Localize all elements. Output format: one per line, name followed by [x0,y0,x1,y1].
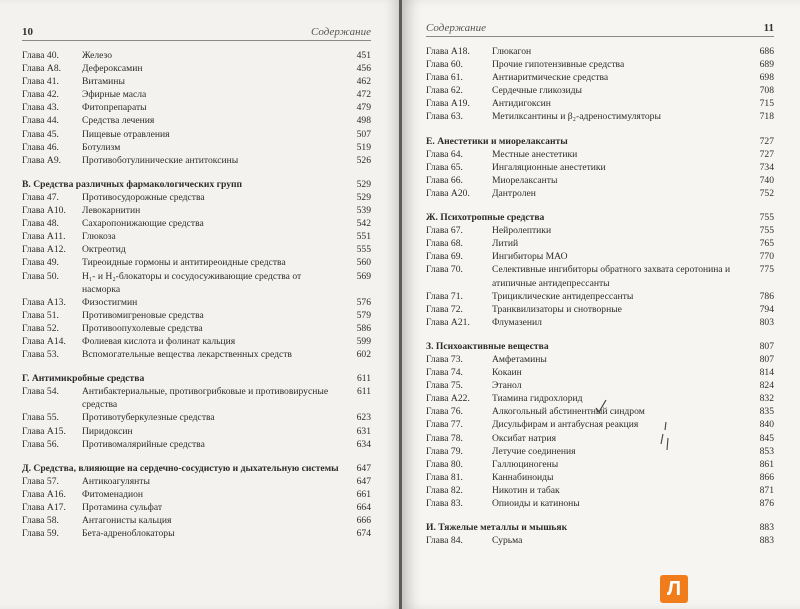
toc-row [22,514,371,527]
toc-row [22,256,371,269]
chapter-label: Глава 53. [22,349,59,361]
chapter-title: Бета-адреноблокаторы [82,528,175,540]
chapter-label: Глава 72. [426,303,463,315]
section-heading [22,372,371,385]
page-number: 866 [759,471,774,483]
section-heading [22,462,371,475]
chapter-title: Кокаин [492,367,522,379]
chapter-label: Глава А22. [426,393,470,405]
toc-row [426,174,774,187]
chapter-title: Амфетамины [492,353,547,365]
page-number: 611 [356,386,371,398]
chapter-label: Глава 50. [22,270,59,282]
toc-row [426,316,774,329]
chapter-title: Галлюциногены [492,458,559,470]
chapter-label: Глава 69. [426,251,463,263]
chapter-title: Трициклические антидепрессанты [492,290,634,302]
page-number: 698 [759,72,774,84]
chapter-title: Противомалярийные средства [82,438,205,450]
page-number: 715 [759,98,774,110]
chapter-title: Опиоиды и катиноны [492,498,580,509]
page-number: 824 [759,380,774,392]
chapter-title: Ингибиторы МАО [492,251,568,263]
chapter-title: Железо [82,50,113,61]
chapter-label: Глава А17. [22,502,66,513]
chapter-title: Пиридоксин [82,425,133,437]
chapter-label: Глава А13. [22,296,66,308]
chapter-label: Глава 54. [22,386,59,398]
chapter-title: Сахаропонижающие средства [82,218,204,230]
chapter-label: Глава 49. [22,257,59,269]
page-number: 602 [356,349,371,361]
left-page [0,0,399,609]
chapter-label: Глава 74. [426,367,463,379]
chapter-label: Глава 52. [22,322,59,334]
section-page-number: 611 [356,373,371,385]
chapter-label: Глава 59. [22,528,59,540]
page-number: 883 [759,535,774,547]
toc-row [22,270,371,296]
chapter-label: Глава 82. [426,484,463,496]
toc-row [426,97,774,110]
chapter-label: Глава 80. [426,458,463,470]
section-heading [426,211,774,224]
logo-letter: Л [666,578,682,600]
toc-row [426,534,774,547]
chapter-label: Глава 65. [426,161,463,173]
toc-row [426,303,774,316]
chapter-title: Антибактериальные, противогрибковые и противовирусные средства [82,386,329,411]
chapter-title: Октреотид [82,244,126,256]
chapter-label: Глава 47. [22,191,59,203]
page-number: 569 [356,270,371,282]
chapter-label: Глава А19. [426,98,470,110]
page-number: 579 [356,309,371,321]
toc-row [22,296,371,309]
toc-row [22,154,371,167]
chapter-label: Глава 51. [22,309,59,321]
toc-row [426,366,774,379]
section-title: В. Средства различных фармакологических групп [22,178,243,190]
chapter-title: Миорелаксанты [492,174,558,186]
page-number: 755 [759,225,774,237]
page-number: 832 [759,393,774,405]
page-number: 498 [356,115,371,127]
chapter-label: Глава 79. [426,445,463,457]
page-number: 734 [759,161,774,173]
toc-row [426,458,774,471]
section-heading [426,135,774,148]
chapter-label: Глава 76. [426,406,463,418]
toc-row [426,290,774,303]
chapter-label: Глава 43. [22,102,59,114]
chapter-label: Глава А8. [22,63,62,75]
section-title: Ж. Психотропные средства [426,212,545,224]
chapter-title: Физостигмин [82,296,138,308]
section-title: И. Тяжелые металлы и мышьяк [426,522,568,534]
page-number: 740 [759,174,774,186]
chapter-title: Каннабиноиды [492,471,554,483]
section-page-number: 807 [759,340,774,352]
chapter-title: Вспомогательные вещества лекарственных средств [82,349,292,361]
chapter-title: Антикоагулянты [82,475,150,487]
chapter-label: Глава 78. [426,432,463,444]
toc-row [22,335,371,348]
chapter-title: H₁- и H₂-блокаторы и сосудосуживающие средства от насморка [82,270,302,295]
section-title: Г. Антимикробные средства [22,373,145,385]
page-number: 631 [356,425,371,437]
chapter-label: Глава 63. [426,111,463,123]
left-running-head [22,26,371,41]
toc-row [426,418,774,431]
toc-row [426,161,774,174]
chapter-label: Глава 58. [22,515,59,527]
toc-row [22,501,371,514]
right-page-number: 11 [763,22,774,34]
toc-row [22,101,371,114]
left-page-number: 10 [22,26,33,38]
section-heading [22,178,371,191]
page-number: 555 [356,244,371,256]
toc-row [22,62,371,75]
page-number: 807 [759,353,774,365]
chapter-label: Глава А18. [426,46,470,57]
right-running-head [426,22,774,37]
chapter-title: Этанол [492,380,522,392]
toc-row [22,204,371,217]
toc-row [426,224,774,237]
chapter-label: Глава 56. [22,438,59,450]
section-title: З. Психоактивные вещества [426,340,549,352]
page-number: 861 [759,458,774,470]
chapter-title: Сурьма [492,535,523,547]
chapter-title: Нейролептики [492,225,552,237]
chapter-label: Глава 84. [426,535,463,547]
chapter-label: Глава 61. [426,72,463,84]
page-number: 599 [356,335,371,347]
chapter-label: Глава А14. [22,335,66,347]
page-number: 803 [759,316,774,328]
chapter-label: Глава 71. [426,290,463,302]
chapter-title: Противомигреновые средства [82,309,204,321]
page-number: 586 [356,322,371,334]
chapter-title: Антиаритмические средства [492,72,609,84]
chapter-label: Глава 55. [22,412,59,424]
toc-row [22,114,371,127]
page-number: 451 [356,50,371,61]
toc-row [22,309,371,322]
toc-row [426,84,774,97]
page-number: 727 [759,148,774,160]
toc-row [426,379,774,392]
chapter-title: Противосудорожные средства [82,191,205,203]
page-number: 708 [759,85,774,97]
page-number: 770 [759,251,774,263]
chapter-label: Глава 45. [22,128,59,140]
toc-row [426,497,774,510]
toc-row [22,217,371,230]
chapter-title: Метилксантины и β₂-адреностимуляторы [492,111,661,123]
chapter-label: Глава 67. [426,225,463,237]
page-number: 853 [759,445,774,457]
chapter-title: Флумазенил [492,316,542,328]
chapter-label: Глава А15. [22,425,66,437]
page-number: 529 [356,191,371,203]
toc-row [426,250,774,263]
right-page [402,0,800,609]
chapter-title: Местные анестетики [492,148,578,160]
toc-row [22,475,371,488]
chapter-label: Глава 46. [22,141,59,153]
chapter-label: Глава 75. [426,380,463,392]
page-number: 472 [356,89,371,101]
chapter-title: Витамины [82,76,125,88]
page-number: 775 [759,264,774,276]
toc-row [22,348,371,361]
page-number: 647 [356,475,371,487]
page-number: 661 [356,488,371,500]
section-page-number: 647 [356,462,371,474]
page-number: 840 [759,419,774,431]
chapter-title: Сердечные гликозиды [492,85,582,97]
page-number: 526 [356,154,371,166]
page-number: 623 [356,412,371,424]
chapter-label: Глава 44. [22,115,59,127]
section-page-number: 883 [759,522,774,534]
page-number: 845 [759,432,774,444]
section-page-number: 755 [759,212,774,224]
toc-row [426,445,774,458]
chapter-label: Глава А11. [22,231,66,243]
chapter-title: Тиамина гидрохлорид [492,393,583,405]
chapter-title: Противоботулинические антитоксины [82,154,239,166]
page-number: 551 [356,231,371,243]
toc-row [426,353,774,366]
toc-row [426,148,774,161]
page-number: 664 [356,502,371,513]
chapter-title: Дантролен [492,187,536,199]
chapter-title: Пищевые отравления [82,128,170,140]
toc-row [22,49,371,62]
page-number: 539 [356,205,371,217]
section-heading [426,521,774,534]
toc-row [22,527,371,540]
toc-row [426,110,774,123]
toc-row [426,71,774,84]
chapter-label: Глава 42. [22,89,59,101]
page-number: 835 [759,406,774,418]
chapter-title: Тиреоидные гормоны и антитиреоидные средства [82,257,286,269]
page-number: 507 [356,128,371,140]
chapter-title: Алкогольный абстинентный синдром [492,406,645,418]
toc-row [22,385,371,411]
chapter-label: Глава А9. [22,154,62,166]
chapter-title: Глюкоза [82,231,116,243]
chapter-title: Эфирные масла [82,89,147,101]
page-number: 718 [759,111,774,123]
chapter-label: Глава 48. [22,218,59,230]
chapter-label: Глава А20. [426,187,470,199]
chapter-title: Фитопрепараты [82,102,147,114]
chapter-label: Глава 83. [426,498,463,509]
labirint-logo [660,575,688,603]
pencil-tick-mark [658,420,672,460]
page-number: 479 [356,102,371,114]
section-page-number: 727 [759,135,774,147]
chapter-label: Глава 41. [22,76,59,88]
toc-row [426,45,774,58]
toc-row [426,187,774,200]
pencil-tick-mark [594,398,608,414]
right-running-head-title: Содержание [426,22,487,34]
chapter-title: Прочие гипотензивные средства [492,59,625,71]
chapter-label: Глава А21. [426,316,470,328]
page-number: 576 [356,296,371,308]
toc-row [426,237,774,250]
toc-row [426,58,774,71]
chapter-title: Ботулизм [82,141,121,153]
chapter-title: Литий [492,238,519,250]
page-number: 686 [759,46,774,57]
page-number: 765 [759,238,774,250]
chapter-title: Транквилизаторы и снотворные [492,303,622,315]
chapter-title: Антагонисты кальция [82,515,172,527]
chapter-label: Глава А16. [22,488,66,500]
chapter-label: Глава 64. [426,148,463,160]
chapter-label: Глава 68. [426,238,463,250]
chapter-title: Левокарнитин [82,205,141,217]
chapter-label: Глава 70. [426,264,463,276]
toc-row [22,230,371,243]
chapter-label: Глава А12. [22,244,66,256]
chapter-label: Глава 57. [22,475,59,487]
toc-row [22,75,371,88]
page-number: 876 [759,498,774,509]
toc-row [22,128,371,141]
chapter-title: Глюкагон [492,46,532,57]
page-number: 786 [759,290,774,302]
toc-row [426,471,774,484]
toc-row [22,191,371,204]
toc-row [22,488,371,501]
chapter-title: Противотуберкулезные средства [82,412,215,424]
chapter-label: Глава 66. [426,174,463,186]
right-toc-list [426,45,774,547]
chapter-label: Глава 40. [22,50,59,61]
toc-row [22,243,371,256]
section-page-number: 529 [356,178,371,190]
chapter-title: Фитоменадион [82,488,144,500]
page-number: 456 [356,63,371,75]
chapter-title: Ингаляционные анестетики [492,161,606,173]
page-number: 794 [759,303,774,315]
toc-row [22,411,371,424]
page-number: 814 [759,367,774,379]
page-number: 634 [356,438,371,450]
toc-row [426,484,774,497]
chapter-title: Антидигоксин [492,98,551,110]
chapter-label: Глава 60. [426,59,463,71]
chapter-title: Протамина сульфат [82,502,163,513]
page-number: 666 [356,515,371,527]
page-number: 542 [356,218,371,230]
section-title: Е. Анестетики и миорелаксанты [426,135,568,147]
section-title: Д. Средства, влияющие на сердечно-сосудистую и дыхательную системы [22,462,339,474]
page-number: 752 [759,187,774,199]
toc-row [22,322,371,335]
chapter-title: Фолиевая кислота и фолинат кальция [82,335,236,347]
chapter-title: Никотин и табак [492,484,560,496]
left-running-head-title: Содержание [310,26,371,38]
page-number: 871 [759,484,774,496]
chapter-title: Селективные ингибиторы обратного захвата серотонина и атипичные антидепрессанты [492,264,731,289]
chapter-label: Глава А10. [22,205,66,217]
toc-row [426,263,774,289]
toc-row [22,438,371,451]
chapter-title: Дефероксамин [82,63,143,75]
left-toc-list [22,49,371,540]
toc-row [22,425,371,438]
page-number: 689 [759,59,774,71]
toc-row [22,88,371,101]
chapter-label: Глава 62. [426,85,463,97]
page-number: 560 [356,257,371,269]
page-number: 462 [356,76,371,88]
toc-row [426,432,774,445]
chapter-title: Дисульфирам и антабусная реакция [492,419,639,431]
chapter-label: Глава 73. [426,353,463,365]
chapter-title: Летучие соединения [492,445,576,457]
section-heading [426,340,774,353]
chapter-title: Оксибат натрия [492,432,557,444]
chapter-label: Глава 77. [426,419,463,431]
toc-row [22,141,371,154]
page-number: 519 [356,141,371,153]
chapter-title: Противоопухолевые средства [82,322,203,334]
chapter-label: Глава 81. [426,471,463,483]
page-number: 674 [356,528,371,540]
chapter-title: Средства лечения [82,115,155,127]
